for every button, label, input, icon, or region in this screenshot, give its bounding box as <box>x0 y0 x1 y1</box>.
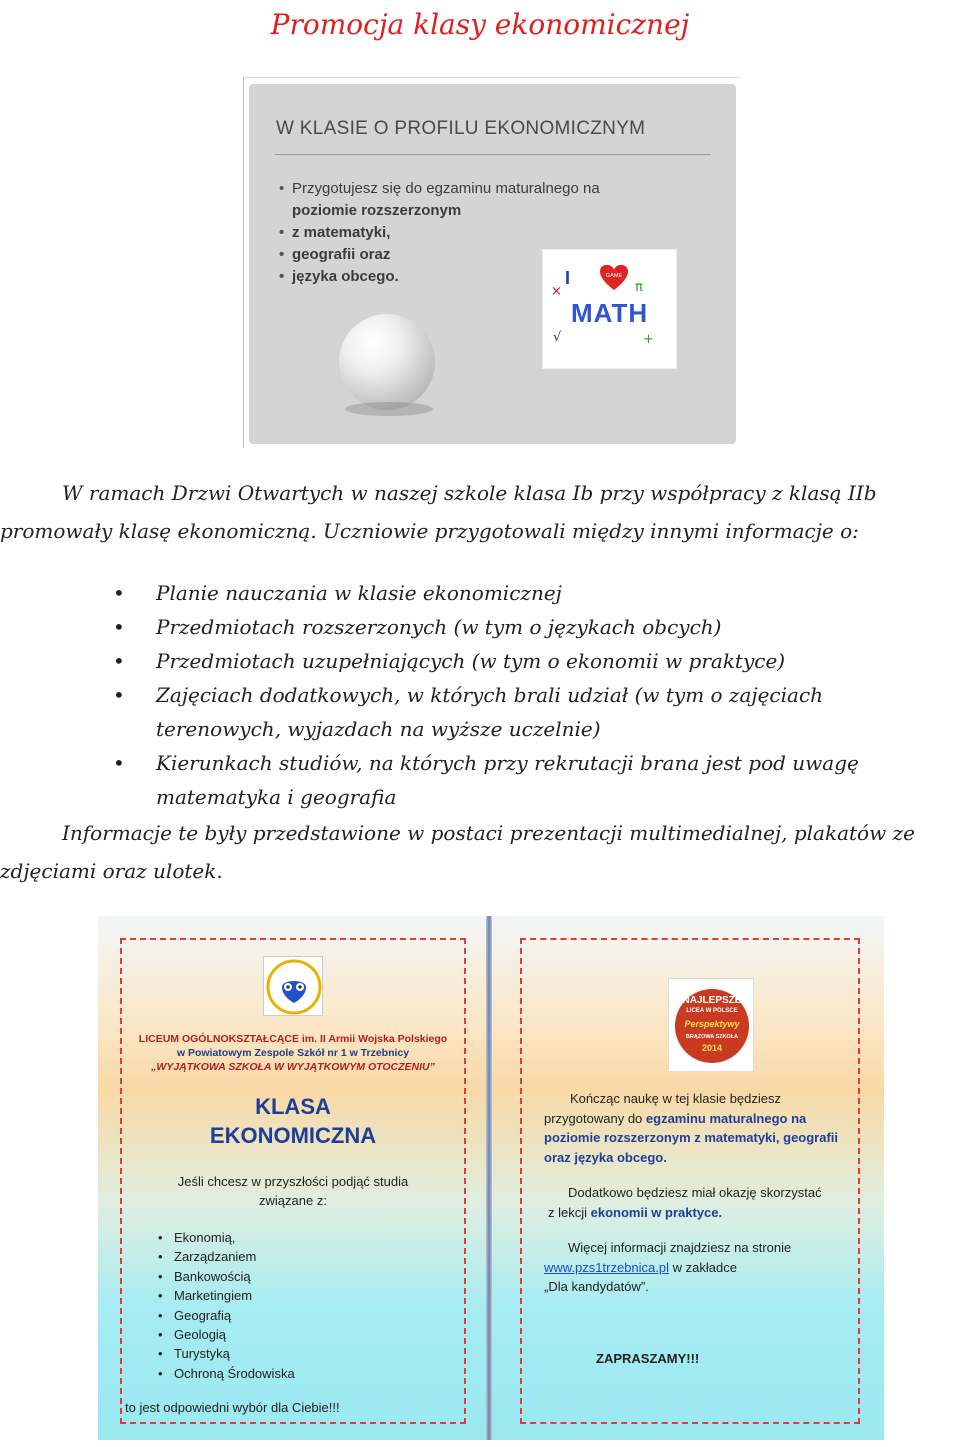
info-highlight: egzaminu maturalnego na <box>645 1110 807 1126</box>
info-highlight: poziomie rozszerzonym z matematyki, geografii <box>544 1130 839 1145</box>
list-item: • Zarządzaniem <box>158 1247 295 1266</box>
info-text: w zakładce <box>669 1259 737 1275</box>
study-fields-list <box>158 1228 295 1383</box>
leaflet-info-block-2 <box>544 1183 822 1222</box>
slide-list-item: • geografii oraz <box>279 244 600 266</box>
leaflet-image <box>98 916 884 1440</box>
slide-divider <box>275 154 711 155</box>
leaflet-intro <box>128 1172 458 1210</box>
intro-line-2: promowały klasę ekonomiczną. Uczniowie przygotowali między innymi informacje o: <box>0 519 859 543</box>
heart-icon <box>599 264 629 292</box>
summary-paragraph <box>0 814 960 890</box>
summary-line-1: Informacje te były przedstawione w postaci prezentacji multimedialnej, plakatów ze <box>62 821 915 845</box>
ranking-badge <box>668 978 754 1072</box>
leaflet-info-block-3 <box>544 1238 791 1297</box>
topics-list <box>113 576 913 814</box>
list-item: • Ekonomią, <box>158 1228 295 1247</box>
math-i-letter: I <box>565 268 571 288</box>
pi-symbol-icon: π <box>635 280 643 295</box>
info-line <box>544 1109 838 1129</box>
leaflet-fold <box>486 916 492 1440</box>
slide-list-item: • języka obcego. <box>279 266 600 288</box>
badge-year: 2014 <box>701 1043 723 1053</box>
summary-line-2: zdjęciami oraz ulotek. <box>0 859 223 883</box>
list-item: • Geografią <box>158 1306 295 1325</box>
list-item: • Przedmiotach rozszerzonych (w tym o językach obcych) <box>113 610 913 644</box>
info-line: Dodatkowo będziesz miał okazję skorzystać <box>568 1185 822 1200</box>
list-item: • Bankowością <box>158 1267 295 1286</box>
info-line: Więcej informacji znajdziesz na stronie <box>568 1240 792 1255</box>
slide-list-item: • z matematyki, <box>279 222 600 244</box>
info-highlight: ekonomii w praktyce. <box>590 1204 723 1220</box>
i-love-math-image <box>542 249 677 369</box>
info-text: przygotowany do <box>544 1110 646 1126</box>
leaflet-info-block-1 <box>544 1089 838 1167</box>
list-item: • Turystyką <box>158 1344 295 1363</box>
info-line: Kończąc naukę w tej klasie będziesz <box>570 1091 782 1106</box>
intro-line-1: W ramach Drzwi Otwartych w naszej szkole klasa Ib przy współpracy z klasą IIb <box>62 481 877 505</box>
info-line <box>544 1203 822 1223</box>
leaflet-intro-line-1: Jeśli chcesz w przyszłości podjąć studia <box>177 1174 409 1189</box>
slide-list-item: poziomie rozszerzonym <box>292 202 462 219</box>
list-item: • Kierunkach studiów, na których przy rekrutacji brana jest pod uwagę matematyka i geografia <box>113 746 913 814</box>
math-word: MATH <box>571 298 649 328</box>
list-item: • Planie nauczania w klasie ekonomicznej <box>113 576 913 610</box>
school-name <box>128 1032 458 1074</box>
website-link[interactable]: www.pzs1trzebnica.pl <box>544 1259 669 1275</box>
badge-mid: LICEA W POLSCE <box>686 1008 738 1014</box>
leaflet-intro-line-2: związane z: <box>259 1193 327 1208</box>
math-globe-image <box>339 314 435 410</box>
sqrt-symbol-icon: √ <box>553 330 562 345</box>
badge-brand: Perspektywy <box>684 1019 740 1029</box>
badge-bottom: BRĄZOWA SZKOŁA <box>685 1034 739 1040</box>
list-item: • Marketingiem <box>158 1286 295 1305</box>
school-name-line-2: w Powiatowym Zespole Szkół nr 1 w Trzebnicy <box>176 1047 410 1059</box>
plus-symbol-icon: + <box>643 332 654 347</box>
invitation-text: ZAPRASZAMY!!! <box>596 1351 700 1366</box>
class-title-line-2: EKONOMICZNA <box>209 1123 377 1148</box>
school-motto: „WYJĄTKOWA SZKOŁA W WYJĄTKOWYM OTOCZENIU” <box>151 1061 435 1073</box>
school-name-line-1: LICEUM OGÓLNOKSZTAŁCĄCE im. II Armii Wojska Polskiego <box>138 1033 448 1045</box>
page-title: Promocja klasy ekonomicznej <box>270 8 690 41</box>
presentation-slide <box>249 84 736 444</box>
heart-text: GAME <box>605 273 623 280</box>
leaflet-closing: to jest odpowiedni wybór dla Ciebie!!! <box>125 1400 340 1415</box>
owl-logo-icon <box>264 957 324 1017</box>
globe-shadow <box>345 402 433 416</box>
times-symbol-icon: × <box>551 284 562 299</box>
badge-top: NAJLEPSZE <box>682 995 742 1006</box>
info-line <box>544 1258 791 1278</box>
class-title <box>128 1092 458 1150</box>
slide-list-item: • Przygotujesz się do egzaminu maturalnego na <box>279 178 600 200</box>
list-item: • Przedmiotach uzupełniających (w tym o ekonomii w praktyce) <box>113 644 913 678</box>
intro-paragraph <box>0 474 960 550</box>
slide-heading: W KLASIE O PROFILU EKONOMICZNYM <box>276 118 646 139</box>
list-item: • Geologią <box>158 1325 295 1344</box>
class-title-line-1: KLASA <box>255 1094 331 1119</box>
info-text: z lekcji <box>548 1204 591 1220</box>
school-logo <box>263 956 323 1016</box>
info-highlight: oraz języka obcego. <box>544 1149 667 1165</box>
list-item: • Ochroną Środowiska <box>158 1364 295 1383</box>
list-item: • Zajęciach dodatkowych, w których brali udział (w tym o zajęciach terenowych, wyjazdach na wyższe uczelnie) <box>113 678 913 746</box>
info-line: „Dla kandydatów”. <box>544 1279 649 1294</box>
